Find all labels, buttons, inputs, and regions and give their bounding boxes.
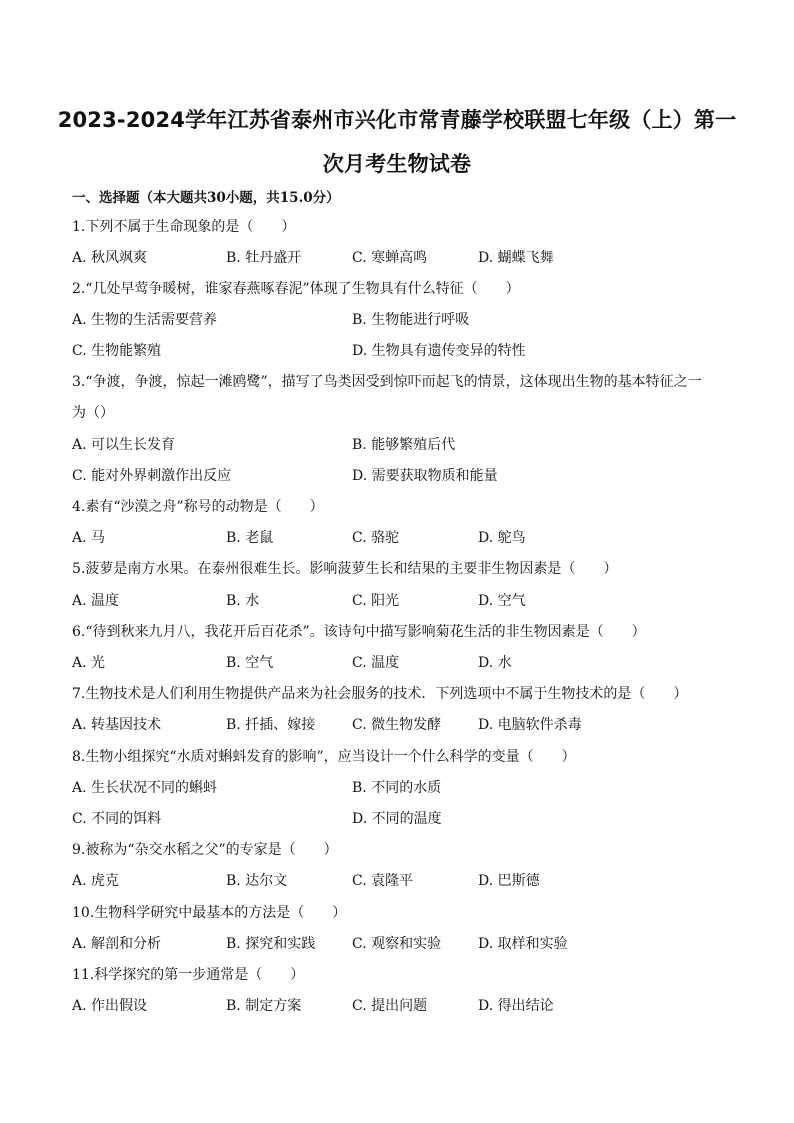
question-8-option-a: A. 生长状况不同的蝌蚪 — [72, 780, 218, 796]
question-8-stem: 8.生物小组探究“水质对蝌蚪发育的影响”，应当设计一个什么科学的变量（ ） — [72, 749, 576, 765]
question-9-option-a: A. 虎克 — [72, 873, 120, 889]
question-1-option-d: D. 蝴蝶飞舞 — [478, 250, 554, 266]
question-8-option-c: C. 不同的饵料 — [72, 811, 162, 827]
question-4-option-c: C. 骆驼 — [352, 530, 400, 546]
question-7-option-c: C. 微生物发酵 — [352, 717, 442, 733]
question-11-option-c: C. 提出问题 — [352, 998, 428, 1014]
question-5-stem: 5.菠萝是南方水果。在泰州很难生长。影响菠萝生长和结果的主要非生物因素是（ ） — [72, 561, 618, 577]
question-5-option-c: C. 阳光 — [352, 593, 400, 609]
question-5-option-b: B. 水 — [226, 593, 260, 609]
question-4-stem: 4.素有“沙漠之舟”称号的动物是（ ） — [72, 499, 324, 515]
question-8-option-b: B. 不同的水质 — [352, 780, 442, 796]
question-6-option-a: A. 光 — [72, 655, 106, 671]
question-3-stem: 3.“争渡，争渡，惊起一滩鸥鹭”，描写了鸟类因受到惊吓而起飞的情景，这体现出生物的基本特征之一 — [72, 374, 702, 390]
question-1-option-b: B. 牡丹盛开 — [226, 250, 302, 266]
question-3-option-d: D. 需要获取物质和能量 — [352, 468, 498, 484]
question-10-stem: 10.生物科学研究中最基本的方法是（ ） — [72, 905, 347, 921]
question-6-option-c: C. 温度 — [352, 655, 400, 671]
question-4-option-b: B. 老鼠 — [226, 530, 274, 546]
question-2-option-c: C. 生物能繁殖 — [72, 343, 162, 359]
question-2-option-b: B. 生物能进行呼吸 — [352, 312, 470, 328]
question-3-option-a: A. 可以生长发育 — [72, 437, 176, 453]
question-7-option-d: D. 电脑软件杀毒 — [478, 717, 582, 733]
question-10-option-d: D. 取样和实验 — [478, 936, 568, 952]
question-7-option-a: A. 转基因技术 — [72, 717, 162, 733]
question-1-stem: 1.下列不属于生命现象的是（ ） — [72, 219, 296, 235]
question-10-option-c: C. 观察和实验 — [352, 936, 442, 952]
question-11-option-d: D. 得出结论 — [478, 998, 554, 1014]
question-4-option-a: A. 马 — [72, 530, 106, 546]
question-1-option-c: C. 寒蝉高鸣 — [352, 250, 428, 266]
question-9-option-c: C. 袁隆平 — [352, 873, 414, 889]
question-9-option-b: B. 达尔文 — [226, 873, 288, 889]
question-7-option-b: B. 扦插、嫁接 — [226, 717, 316, 733]
question-6-option-d: D. 水 — [478, 655, 512, 671]
question-10-option-a: A. 解剖和分析 — [72, 936, 162, 952]
question-3-option-c: C. 能对外界刺激作出反应 — [72, 468, 232, 484]
question-11-option-b: B. 制定方案 — [226, 998, 302, 1014]
question-6-option-b: B. 空气 — [226, 655, 274, 671]
question-7-stem: 7.生物技术是人们利用生物提供产品来为社会服务的技术．下列选项中不属于生物技术的是（ ） — [72, 686, 688, 702]
question-3-stem-continued: 为（） — [72, 405, 114, 421]
question-2-stem: 2.“几处早莺争暖树，谁家春燕啄春泥”体现了生物具有什么特征（ ） — [72, 281, 520, 297]
question-9-stem: 9.被称为“杂交水稻之父”的专家是（ ） — [72, 842, 338, 858]
question-10-option-b: B. 探究和实践 — [226, 936, 316, 952]
question-1-option-a: A. 秋风飒爽 — [72, 250, 148, 266]
question-2-option-d: D. 生物具有遗传变异的特性 — [352, 343, 526, 359]
question-11-stem: 11.科学探究的第一步通常是（ ） — [72, 967, 305, 983]
question-9-option-d: D. 巴斯德 — [478, 873, 540, 889]
question-11-option-a: A. 作出假设 — [72, 998, 148, 1014]
exam-title-line-2: 次月考生物试卷 — [322, 152, 472, 176]
question-4-option-d: D. 鸵鸟 — [478, 530, 526, 546]
question-5-option-a: A. 温度 — [72, 593, 120, 609]
section-heading: 一、选择题（本大题共30小题，共15.0分） — [72, 190, 340, 206]
exam-title-line-1: 2023-2024学年江苏省泰州市兴化市常青藤学校联盟七年级（上）第一 — [57, 108, 737, 132]
question-6-stem: 6.“待到秋来九月八，我花开后百花杀”。该诗句中描写影响菊花生活的非生物因素是（ ） — [72, 624, 646, 640]
question-2-option-a: A. 生物的生活需要营养 — [72, 312, 218, 328]
question-8-option-d: D. 不同的温度 — [352, 811, 442, 827]
question-3-option-b: B. 能够繁殖后代 — [352, 437, 456, 453]
question-5-option-d: D. 空气 — [478, 593, 526, 609]
